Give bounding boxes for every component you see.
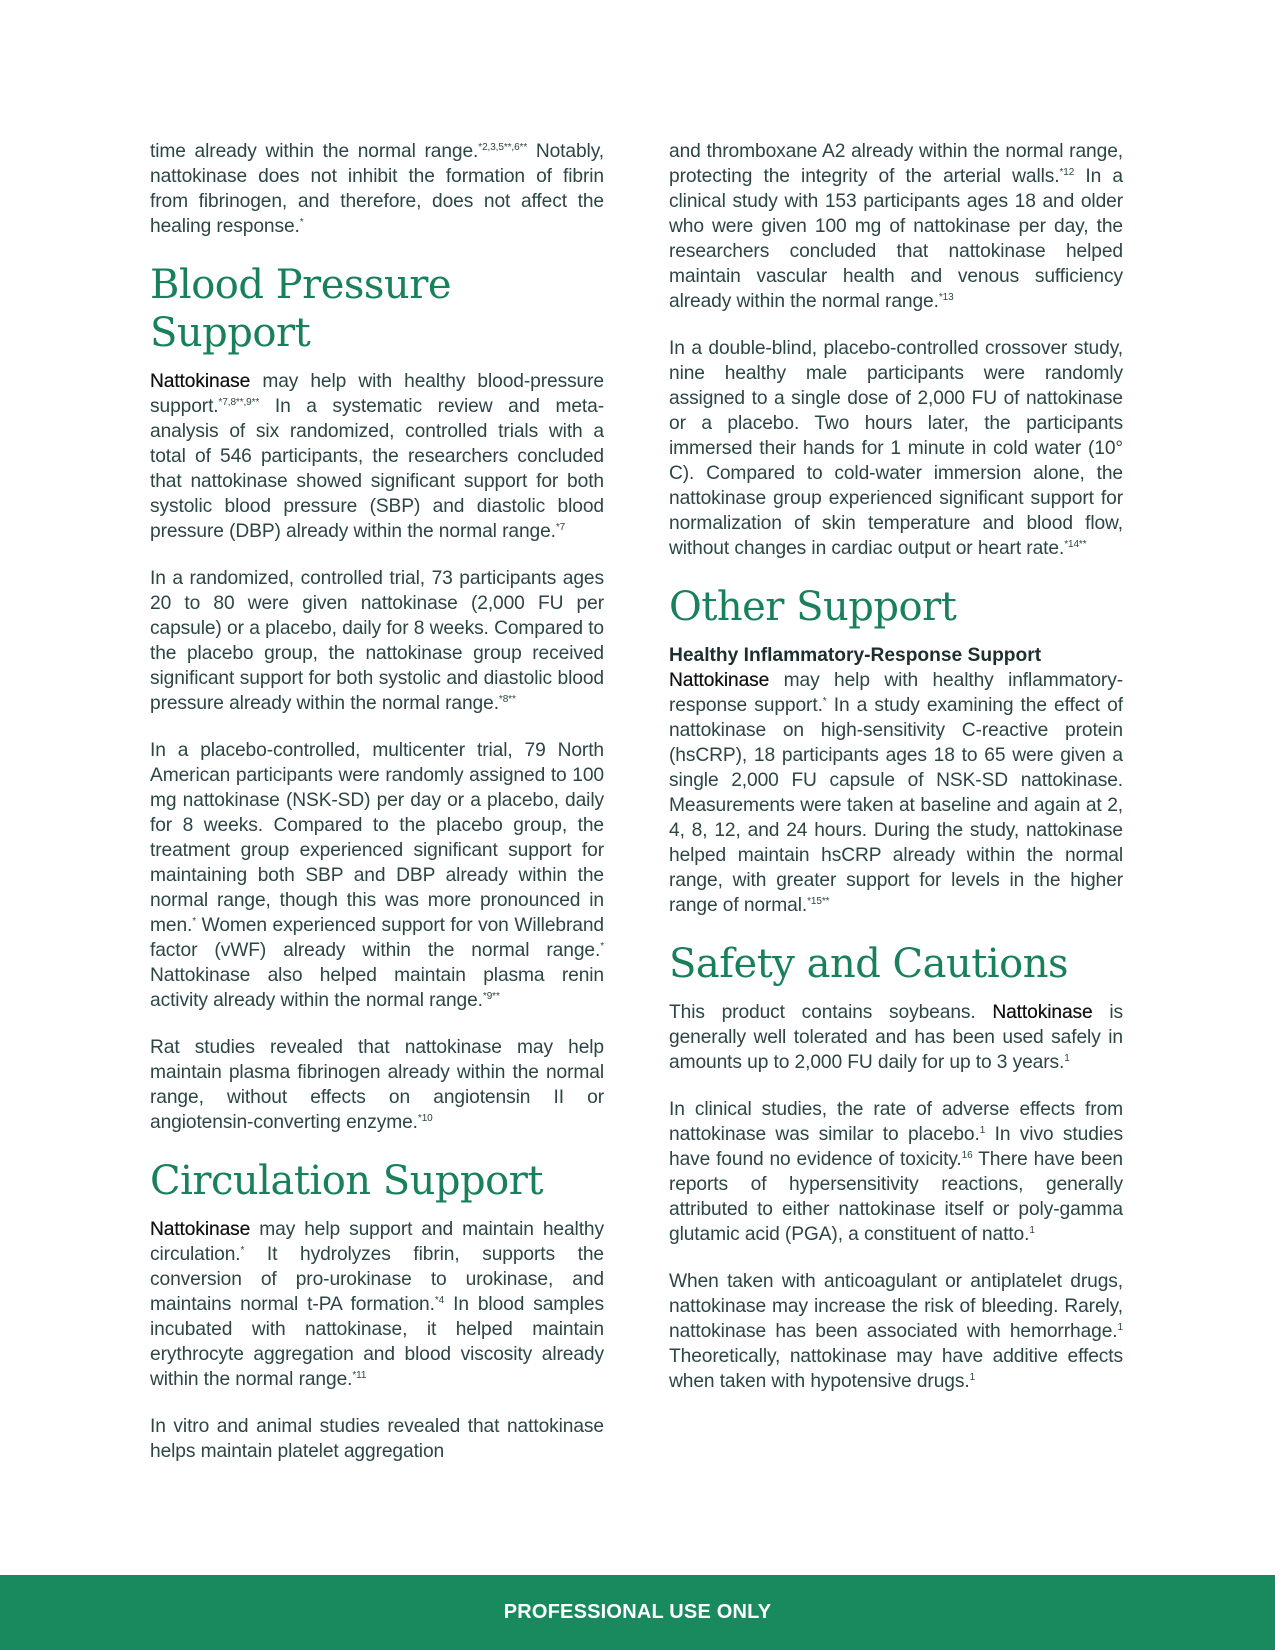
paragraph: In vitro and animal studies revealed that nattokinase helps maintain platelet aggregation <box>150 1416 604 1462</box>
footer-label: PROFESSIONAL USE ONLY <box>503 1601 772 1623</box>
footnote-ref: *14** <box>1064 539 1087 550</box>
footnote-ref: * <box>299 217 304 228</box>
footnote-ref: 1 <box>1117 1322 1123 1333</box>
footnote-ref: 1 <box>1029 1225 1035 1236</box>
paragraph: and thromboxane A2 already within the normal range, protecting the integrity of the arterial walls.$^{*12}$ In a clinical study with 153 participants ages 18 and older who were given 100 mg of nattokinase per day, the researchers concluded that nattokinase helped maintain vascular health and venous sufficiency already within the normal range.$^{*13}$ <box>669 141 1123 312</box>
footnote-ref: 16 <box>961 1150 973 1161</box>
footnote-ref: *11 <box>352 1370 367 1381</box>
footnote-ref: *7,8**,9** <box>218 397 260 408</box>
section-heading-circulation: Circulation Support <box>150 1158 543 1204</box>
section-heading-other: Other Support <box>669 584 957 630</box>
footer-bar <box>0 1575 1275 1650</box>
footnote-ref: *8** <box>498 694 516 705</box>
footnote-ref: *7 <box>555 522 566 533</box>
keyword: Nattokinase <box>992 1002 1093 1023</box>
paragraph: This product contains soybeans. Nattokinase is generally well tolerated and has been used safely in amounts up to 2,000 FU daily for up to 3 years.$^1$ <box>669 1002 1123 1073</box>
paragraph: Nattokinase may help support and maintain healthy circulation.* It hydrolyzes fibrin, supports the conversion of pro-urokinase to urokinase, and maintains normal t-PA formation.$^{*4}$ In blood samples incubated with nattokinase, it helped maintain erythrocyte aggregation and blood viscosity already within the normal range.$^{*11}$ <box>150 1219 604 1390</box>
paragraph: Nattokinase may help with healthy inflammatory-response support.* In a study examining the effect of nattokinase on high-sensitivity C-reactive protein (hsCRP), 18 participants ages 18 to 65 were given a single 2,000 FU capsule of NSK-SD nattokinase. Measurements were taken at baseline and again at 2, 4, 8, 12, and 24 hours. During the study, nattokinase helped maintain hsCRP already within the normal range, with greater support for levels in the higher range of normal.$^{*15**}$ <box>669 670 1123 916</box>
left-column <box>150 139 604 1486</box>
footnote-ref: * <box>600 941 604 952</box>
footnote-ref: *4 <box>434 1295 445 1306</box>
paragraph: In clinical studies, the rate of adverse effects from nattokinase was similar to placebo.$^1$ In vivo studies have found no evidence of toxicity.$^{16}$ There have been reports of hypersensitivity reactions, generally attributed to either nattokinase itself or poly-gamma glutamic acid (PGA), a constituent of natto.$^1$ <box>669 1099 1123 1245</box>
footnote-ref: *10 <box>417 1113 433 1124</box>
footnote-ref: 1 <box>1064 1053 1070 1064</box>
subheading-inflammatory: Healthy Inflammatory-Response Support <box>669 645 1042 666</box>
right-column <box>669 139 1123 1416</box>
footnote-ref: 1 <box>979 1125 986 1136</box>
section-heading-safety: Safety and Cautions <box>669 941 1068 987</box>
footnote-ref: *13 <box>938 292 954 303</box>
footnote-ref: *12 <box>1059 167 1075 178</box>
footnote-ref: *2,3,5**,6** <box>478 142 528 153</box>
keyword: Nattokinase <box>669 670 770 691</box>
keyword: Nattokinase <box>150 1219 251 1240</box>
paragraph: Nattokinase may help with healthy blood-pressure support.$^{*7,8**,9**}$ In a systematic review and meta-analysis of six randomized, controlled trials with a total of 546 participants, the researchers concluded that nattokinase showed significant support for both systolic blood pressure (SBP) and diastolic blood pressure (DBP) already within the normal range.$^{*7}$ <box>150 371 604 542</box>
footnote-ref: *9** <box>482 991 500 1002</box>
footnote-ref: * <box>822 696 827 707</box>
footnote-ref: 1 <box>969 1372 976 1383</box>
paragraph: time already within the normal range.$^{*2,3,5**,6**}$ Notably, nattokinase does not inhibit the formation of fibrin from fibrinogen, and therefore, does not affect the healing response.* <box>150 141 604 237</box>
paragraph: In a double-blind, placebo-controlled crossover study, nine healthy male participants were randomly assigned to a single dose of 2,000 FU of nattokinase or a placebo. Two hours later, the participants immersed their hands for 1 minute in cold water (10° C). Compared to cold-water immersion alone, the nattokinase group experienced significant support for normalization of skin temperature and blood flow, without changes in cardiac output or heart rate.$^{*14**}$ <box>669 338 1123 559</box>
paragraph: Rat studies revealed that nattokinase may help maintain plasma fibrinogen already within the normal range, without effects on angiotensin II or angiotensin-converting enzyme.$^{*10}$ <box>150 1037 604 1133</box>
paragraph: When taken with anticoagulant or antiplatelet drugs, nattokinase may increase the risk of bleeding. Rarely, nattokinase has been associated with hemorrhage.$^1$ Theoretically, nattokinase may have additive effects when taken with hypotensive drugs.$^1$ <box>669 1271 1123 1392</box>
paragraph: In a placebo-controlled, multicenter trial, 79 North American participants were randomly assigned to 100 mg nattokinase (NSK-SD) per day or a placebo, daily for 8 weeks. Compared to the placebo group, the treatment group experienced significant support for maintaining both SBP and DBP already within the normal range, though this was more pronounced in men.* Women experienced support for von Willebrand factor (vWF) already within the normal range.* Nattokinase also helped maintain plasma renin activity already within the normal range.$^{*9**}$ <box>150 740 604 1011</box>
footnote-ref: * <box>192 916 197 927</box>
footnote-ref: * <box>240 1245 245 1256</box>
paragraph: In a randomized, controlled trial, 73 participants ages 20 to 80 were given nattokinase (2,000 FU per capsule) or a placebo, daily for 8 weeks. Compared to the placebo group, the nattokinase group received significant support for both systolic and diastolic blood pressure already within the normal range.$^{*8**}$ <box>150 568 604 714</box>
keyword: Nattokinase <box>150 371 251 392</box>
section-heading-blood-pressure: Blood Pressure Support <box>150 262 451 356</box>
footnote-ref: *15** <box>807 896 830 907</box>
